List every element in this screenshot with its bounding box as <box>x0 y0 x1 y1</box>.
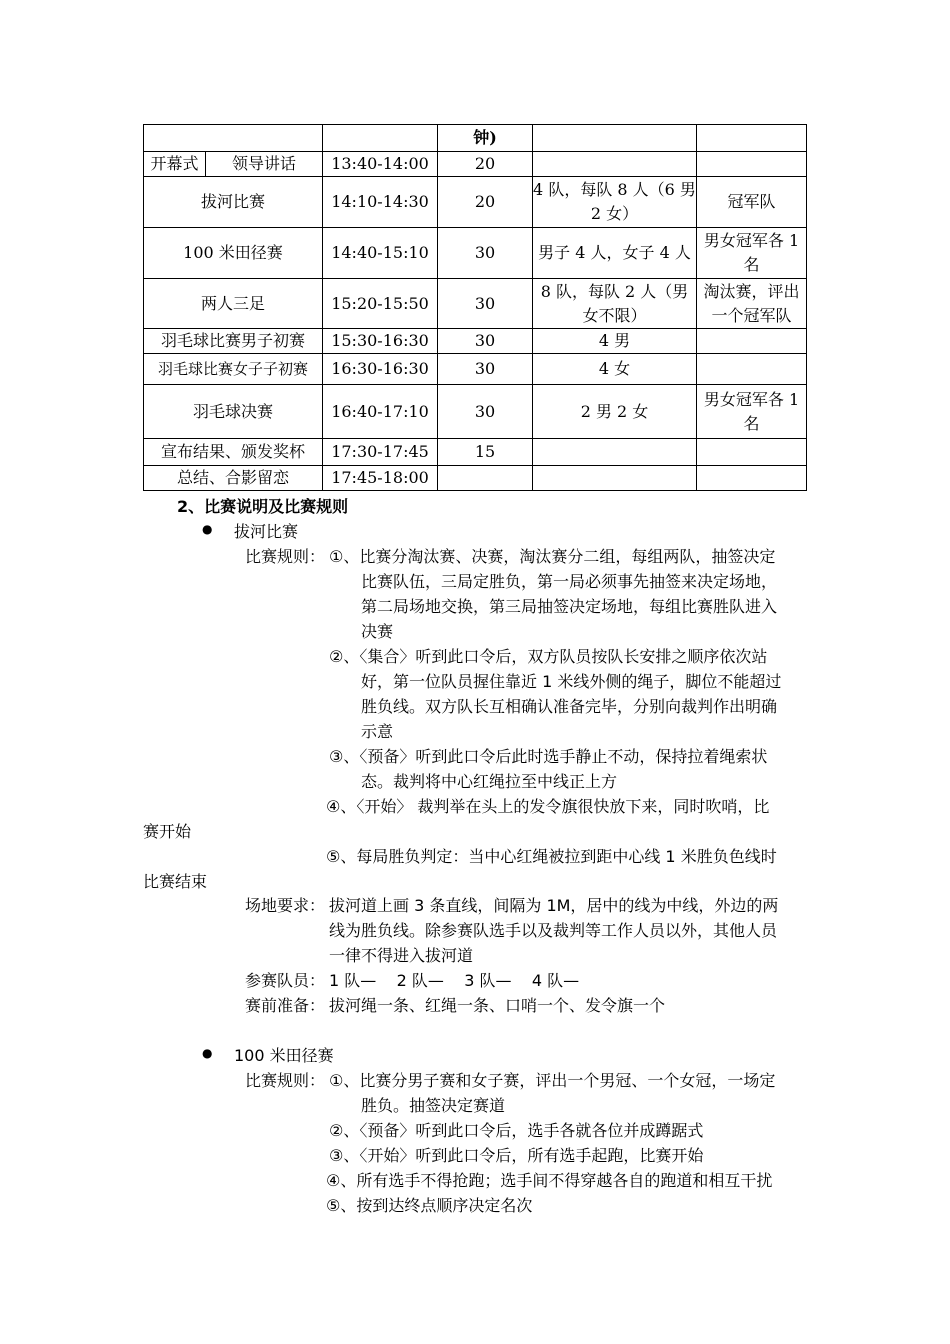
event-cell: 100 米田径赛 <box>144 228 323 279</box>
table-row <box>144 385 807 439</box>
rule-line: 比赛队伍，三局定胜负，第一局必须事先抽签来决定场地， <box>361 572 778 591</box>
table-row <box>144 439 807 466</box>
minutes-cell: 30 <box>438 354 533 385</box>
minutes-cell: 30 <box>438 279 533 329</box>
time-cell: 15:30-16:30 <box>323 329 438 354</box>
time-cell: 17:45-18:00 <box>323 466 438 491</box>
rule-line: ⑤、每局胜负判定：当中心红绳被拉到距中心线 1 米胜负色线时 <box>326 847 777 866</box>
award-cell <box>697 466 807 491</box>
event-cell: 开幕式 <box>144 152 206 177</box>
event-cell: 宣布结果、颁发奖杯 <box>144 439 323 466</box>
bullet-icon: ● <box>202 522 213 536</box>
rule-line: ④、〈开始〉 裁判举在头上的发令旗很快放下来，同时吹哨，比 <box>326 797 770 816</box>
time-cell: 14:10-14:30 <box>323 177 438 228</box>
table-row <box>144 152 807 177</box>
prep-label: 赛前准备： <box>245 996 326 1015</box>
award-cell <box>697 354 807 385</box>
rule-line: 胜负。抽签决定赛道 <box>361 1096 506 1115</box>
rules-label: 比赛规则： <box>245 1071 326 1090</box>
minutes-cell: 30 <box>438 385 533 439</box>
people-cell <box>533 466 697 491</box>
rule-line: 比赛结束 <box>143 872 208 891</box>
item-title-sprint: 100 米田径赛 <box>234 1046 334 1065</box>
time-cell: 13:40-14:00 <box>323 152 438 177</box>
bullet-icon: ● <box>202 1046 213 1060</box>
rule-line: ⑤、按到达终点顺序决定名次 <box>326 1196 533 1215</box>
table-row <box>144 228 807 279</box>
event-cell: 拔河比赛 <box>144 177 323 228</box>
rule-line: 态。裁判将中心红绳拉至中线正上方 <box>361 772 618 791</box>
minutes-cell: 15 <box>438 439 533 466</box>
rule-line: ②、〈集合〉听到此口令后，双方队员按队长安排之顺序依次站 <box>329 647 768 666</box>
rule-line: ②、〈预备〉听到此口令后，选手各就各位并成蹲踞式 <box>329 1121 704 1140</box>
minutes-cell: 20 <box>438 152 533 177</box>
people-cell: 4 队，每队 8 人（6 男 2 女） <box>533 177 697 228</box>
people-cell: 8 队，每队 2 人（男女不限） <box>533 279 697 329</box>
event-cell: 两人三足 <box>144 279 323 329</box>
rule-line: 胜负线。双方队长互相确认准备完毕，分别向裁判作出明确 <box>361 697 778 716</box>
rules-label: 比赛规则： <box>245 547 326 566</box>
section-heading: 2、比赛说明及比赛规则 <box>177 497 349 516</box>
venue-line: 拔河道上画 3 条直线，间隔为 1M，居中的线为中线，外边的两 <box>329 896 779 915</box>
rule-line: ③、〈预备〉听到此口令后此时选手静止不动，保持拉着绳索状 <box>329 747 768 766</box>
minutes-cell <box>438 466 533 491</box>
rule-line: ①、比赛分淘汰赛、决赛，淘汰赛分二组，每组两队，抽签决定 <box>329 547 776 566</box>
table-row <box>144 329 807 354</box>
item-title-tug: 拔河比赛 <box>234 522 299 541</box>
table-row <box>144 466 807 491</box>
rule-line: 决赛 <box>361 622 394 641</box>
award-cell <box>697 439 807 466</box>
event-cell: 羽毛球决赛 <box>144 385 323 439</box>
rule-line: ①、比赛分男子赛和女子赛，评出一个男冠、一个女冠，一场定 <box>329 1071 776 1090</box>
event-cell: 领导讲话 <box>206 152 323 177</box>
event-cell: 羽毛球比赛男子初赛 <box>144 329 323 354</box>
people-cell <box>533 152 697 177</box>
award-cell <box>697 329 807 354</box>
event-cell: 羽毛球比赛女子子初赛 <box>144 354 323 385</box>
time-cell: 16:40-17:10 <box>323 385 438 439</box>
event-cell: 总结、合影留恋 <box>144 466 323 491</box>
award-cell: 淘汰赛，评出一个冠军队 <box>697 279 807 329</box>
rule-line: ④、所有选手不得抢跑；选手间不得穿越各自的跑道和相互干扰 <box>326 1171 773 1190</box>
minutes-cell: 30 <box>438 228 533 279</box>
minutes-cell: 20 <box>438 177 533 228</box>
rule-line: 第二局场地交换，第三局抽签决定场地，每组比赛胜队进入 <box>361 597 778 616</box>
schedule-table <box>143 124 807 491</box>
rule-line: 赛开始 <box>143 822 192 841</box>
award-cell: 男女冠军各 1 名 <box>697 385 807 439</box>
award-cell: 男女冠军各 1 名 <box>697 228 807 279</box>
venue-line: 线为胜负线。除参赛队选手以及裁判等工作人员以外，其他人员 <box>329 921 778 940</box>
table-row <box>144 279 807 329</box>
table-row <box>144 354 807 385</box>
award-cell: 冠军队 <box>697 177 807 228</box>
rule-line: ③、〈开始〉听到此口令后，所有选手起跑，比赛开始 <box>329 1146 704 1165</box>
teams-value: 1 队— 2 队— 3 队— 4 队— <box>329 971 580 990</box>
time-cell: 15:20-15:50 <box>323 279 438 329</box>
time-cell: 17:30-17:45 <box>323 439 438 466</box>
venue-label: 场地要求： <box>245 896 326 915</box>
people-cell: 2 男 2 女 <box>533 385 697 439</box>
award-cell <box>697 152 807 177</box>
rule-line: 示意 <box>361 722 394 741</box>
rule-line: 好，第一位队员握住靠近 1 米线外侧的绳子，脚位不能超过 <box>361 672 782 691</box>
people-cell: 男子 4 人，女子 4 人 <box>533 228 697 279</box>
people-cell: 4 女 <box>533 354 697 385</box>
prep-value: 拔河绳一条、红绳一条、口哨一个、发令旗一个 <box>329 996 666 1015</box>
header-cell: 钟) <box>438 125 533 152</box>
time-cell: 14:40-15:10 <box>323 228 438 279</box>
minutes-cell: 30 <box>438 329 533 354</box>
teams-label: 参赛队员： <box>245 971 326 990</box>
people-cell <box>533 439 697 466</box>
people-cell: 4 男 <box>533 329 697 354</box>
table-row <box>144 177 807 228</box>
time-cell: 16:30-16:30 <box>323 354 438 385</box>
table-row <box>144 125 807 152</box>
venue-line: 一律不得进入拔河道 <box>329 946 474 965</box>
